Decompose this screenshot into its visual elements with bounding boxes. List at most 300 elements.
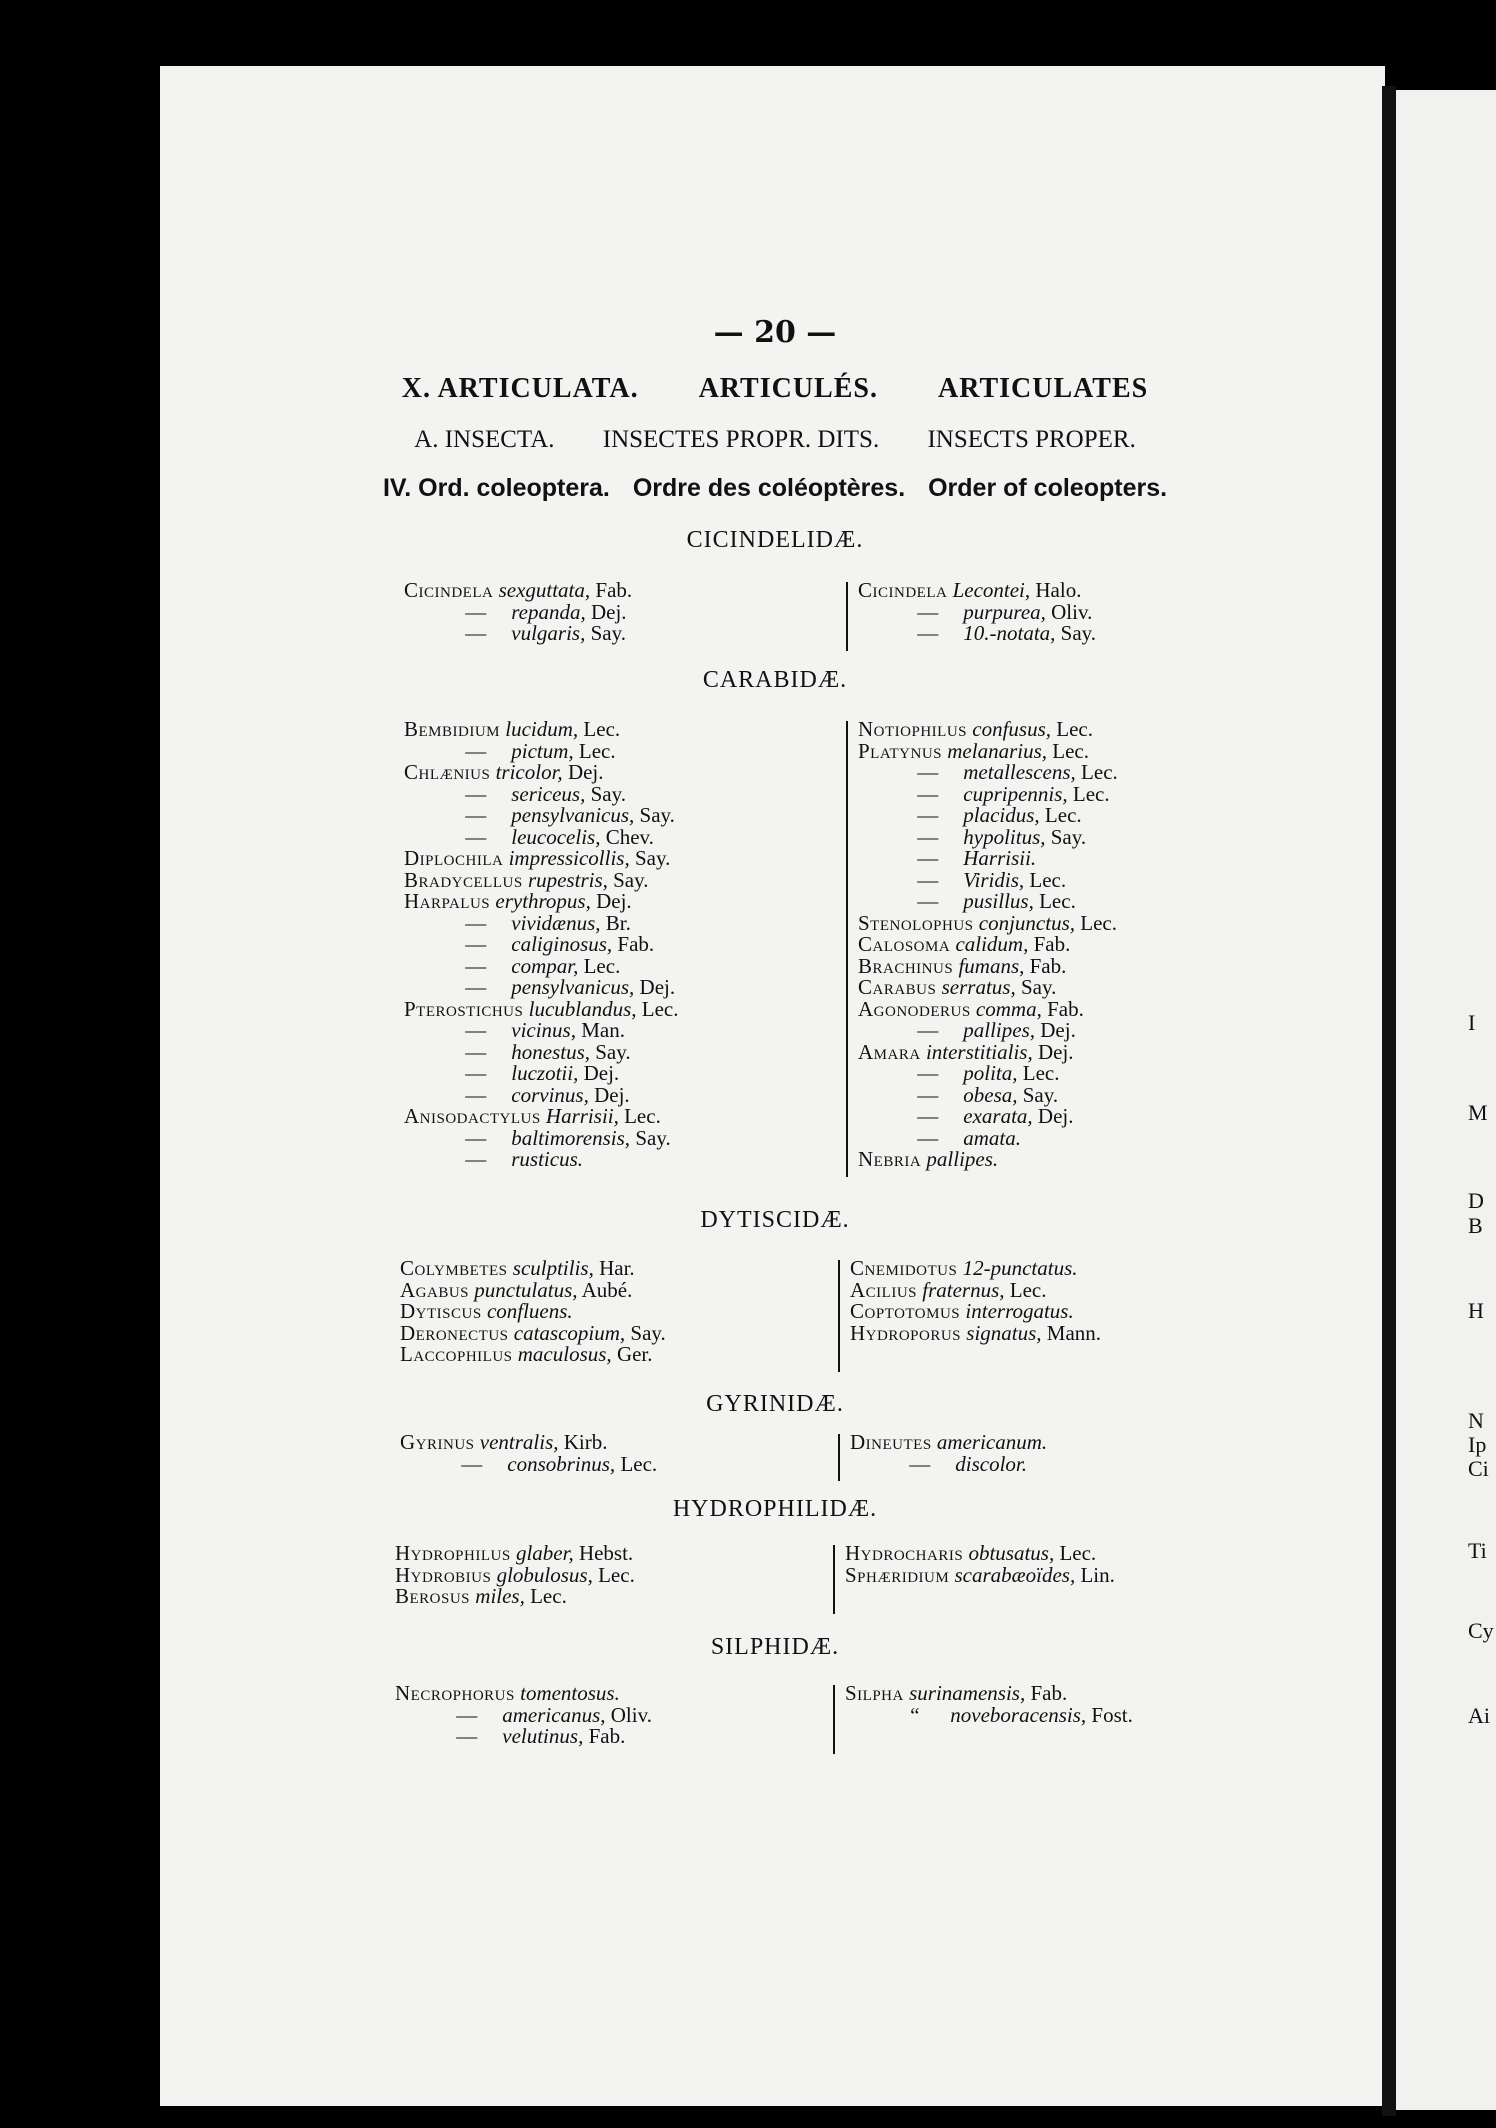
family-heading: DYTISCIDÆ. [700, 1207, 850, 1233]
author-abbrev: Fab. [1041, 996, 1084, 1021]
species-entry [858, 1125, 1118, 1150]
genus-name: Carabus [858, 975, 937, 999]
genus-name: Colymbetes [400, 1256, 508, 1280]
genus-name: — [917, 889, 939, 913]
facing-page-fragment: H [1468, 1298, 1484, 1323]
genus-name: Agonoderus [858, 996, 971, 1021]
species-epithet: tomentosus. [514, 1681, 620, 1705]
genus-name: — [465, 824, 487, 849]
author-abbrev: Har. [593, 1256, 635, 1280]
species-epithet: punctulatus, [469, 1277, 578, 1302]
species-entry [845, 1683, 1133, 1705]
author-abbrev: Dej. [1032, 1104, 1074, 1128]
species-epithet: rupestris, [522, 867, 608, 892]
genus-name: — [465, 803, 487, 827]
order-heading-english: Order of coleopters. [928, 474, 1168, 502]
genus-name: — [465, 1147, 487, 1171]
species-epithet: obesa, [958, 1082, 1018, 1107]
book-page [160, 66, 1385, 2106]
species-entry [404, 580, 632, 602]
species-epithet: lucublandus, [523, 996, 637, 1021]
species-entry [395, 1543, 635, 1565]
column-divider [833, 1545, 835, 1614]
subclass-heading-french: INSECTES PROPR. DITS. [602, 426, 880, 453]
genus-name: — [917, 1104, 939, 1128]
author-abbrev: Lec. [1075, 910, 1117, 935]
genus-name: — [917, 1082, 939, 1107]
author-abbrev: Lin. [1075, 1562, 1115, 1587]
author-abbrev: Say. [585, 621, 626, 645]
species-epithet: ventralis, [474, 1430, 559, 1454]
column-divider [846, 582, 848, 651]
author-abbrev: Say. [1015, 975, 1057, 999]
genus-name: Dytiscus [400, 1299, 482, 1323]
genus-name: — [465, 621, 487, 645]
family-heading: GYRINIDÆ. [706, 1391, 844, 1417]
species-epithet: luczotii, [506, 1061, 579, 1085]
facing-page-fragment: Cy [1468, 1618, 1494, 1643]
author-abbrev: Lec. [578, 717, 621, 741]
species-epithet: baltimorensis, [506, 1125, 631, 1150]
author-abbrev: Dej. [588, 1082, 630, 1107]
order-heading-french: Ordre des coléoptères. [632, 474, 906, 502]
genus-name: Bradycellus [404, 867, 523, 892]
species-epithet: surinamensis, [903, 1681, 1026, 1705]
species-entry [404, 1125, 679, 1150]
genus-name: — [917, 867, 939, 892]
species-epithet: placidus, [958, 803, 1040, 827]
species-entry [404, 762, 679, 784]
family-heading: HYDROPHILIDÆ. [672, 1496, 878, 1522]
species-entry [400, 1301, 666, 1323]
species-column-right [850, 1258, 1101, 1344]
author-abbrev: Lec. [1017, 1061, 1060, 1085]
species-column-left [404, 580, 632, 645]
genus-name: — [465, 738, 487, 763]
author-abbrev: Say. [1045, 824, 1087, 849]
genus-name: Agabus [400, 1277, 470, 1302]
species-entry [400, 1320, 666, 1345]
author-abbrev: Mann. [1041, 1320, 1102, 1345]
species-epithet: corvinus, [506, 1082, 589, 1107]
genus-name: Silpha [845, 1681, 904, 1705]
species-column-right [845, 1683, 1133, 1726]
species-entry [404, 848, 679, 870]
author-abbrev: Lec. [636, 996, 679, 1021]
species-epithet: pictum, [506, 738, 574, 763]
genus-name: Cicindela [404, 578, 494, 602]
species-entry [404, 824, 679, 849]
author-abbrev: Say. [625, 1320, 666, 1345]
class-heading [180, 373, 1370, 405]
genus-name: — [917, 621, 939, 645]
genus-name: Cnemidotus [850, 1256, 958, 1280]
species-entry [858, 1039, 1118, 1064]
author-abbrev: Ger. [611, 1342, 653, 1366]
species-entry [400, 1344, 666, 1366]
species-epithet: impressicollis, [503, 846, 630, 870]
species-epithet: velutinus, [497, 1724, 584, 1748]
species-epithet: confluens. [481, 1299, 573, 1323]
genus-name: Hydroporus [850, 1320, 962, 1345]
species-epithet: serratus, [936, 975, 1016, 999]
species-entry [858, 1063, 1118, 1085]
species-column-left [395, 1683, 652, 1748]
author-abbrev: Man. [575, 1018, 625, 1042]
species-epithet: Lecontei, [947, 578, 1031, 602]
column-divider [838, 1260, 840, 1372]
species-entry [404, 781, 679, 806]
species-entry [858, 580, 1096, 602]
author-abbrev: Say. [634, 803, 675, 827]
genus-name: Berosus [395, 1584, 471, 1608]
order-heading [180, 474, 1370, 503]
species-column-right [858, 719, 1118, 1171]
genus-name: — [917, 824, 939, 849]
column-divider [846, 721, 848, 1177]
author-abbrev: Lec. [578, 953, 621, 978]
genus-name: — [465, 1125, 487, 1150]
column-divider [838, 1434, 840, 1481]
genus-name: Bembidium [404, 717, 501, 741]
species-entry [858, 910, 1118, 935]
species-entry [858, 738, 1118, 763]
species-entry [858, 953, 1118, 978]
species-entry [404, 1020, 679, 1042]
genus-name: — [917, 1018, 939, 1042]
species-epithet: tricolor, [490, 760, 563, 784]
species-entry [845, 1702, 1133, 1727]
author-abbrev: Lec. [573, 738, 616, 763]
species-entry [395, 1586, 635, 1608]
species-entry [404, 623, 632, 645]
species-epithet: fumans, [953, 953, 1025, 978]
genus-name: — [465, 1061, 487, 1085]
genus-name: — [465, 975, 487, 999]
author-abbrev: Say. [1017, 1082, 1059, 1107]
author-abbrev: Oliv. [605, 1702, 652, 1727]
genus-name: Anisodactylus [404, 1104, 541, 1128]
species-entry [858, 1082, 1118, 1107]
species-epithet: Harrisii. [958, 846, 1037, 870]
author-abbrev: Lec. [1004, 1277, 1047, 1302]
class-heading-latin: X. ARTICULATA. [401, 373, 639, 404]
species-entry [858, 1149, 1118, 1171]
subclass-heading-english: INSECTS PROPER. [927, 426, 1136, 453]
species-epithet: sexguttata, [493, 578, 591, 602]
species-epithet: pallipes. [921, 1147, 999, 1171]
author-abbrev: Dej. [1035, 1018, 1076, 1042]
species-epithet: vividænus, [506, 910, 601, 935]
genus-name: — [465, 932, 487, 956]
genus-name: — [917, 1061, 939, 1085]
facing-page-fragment: N [1468, 1408, 1484, 1433]
genus-name: — [917, 599, 939, 624]
author-abbrev: Lec. [592, 1562, 635, 1587]
species-entry [858, 1020, 1118, 1042]
species-entry [858, 996, 1118, 1021]
species-entry [850, 1432, 1047, 1454]
genus-name: Notiophilus [858, 717, 967, 741]
species-epithet: erythropus, [490, 889, 591, 913]
species-epithet: leucocelis, [506, 824, 601, 849]
class-heading-french: ARTICULÉS. [698, 373, 878, 404]
genus-name: — [465, 1018, 487, 1042]
genus-name: — [465, 1082, 487, 1107]
species-epithet: glaber, [510, 1541, 574, 1565]
species-entry [404, 1063, 679, 1085]
author-abbrev: Fab. [612, 932, 655, 956]
author-abbrev: Say. [1055, 621, 1097, 645]
genus-name: — [465, 599, 487, 624]
species-epithet: maculosus, [512, 1342, 612, 1366]
species-entry [404, 599, 632, 624]
species-epithet: Viridis, [958, 867, 1025, 892]
species-entry [400, 1451, 658, 1476]
species-epithet: sericeus, [506, 781, 586, 806]
genus-name: Hydrocharis [845, 1541, 964, 1565]
species-entry [850, 1301, 1101, 1323]
species-epithet: amata. [958, 1125, 1021, 1150]
genus-name: Gyrinus [400, 1430, 475, 1454]
author-abbrev: Lec. [615, 1451, 658, 1476]
genus-name: — [917, 781, 939, 806]
author-abbrev: Hebst. [573, 1541, 634, 1565]
genus-name: Hydrobius [395, 1562, 492, 1587]
book-gutter [1382, 86, 1396, 2116]
species-epithet: purpurea, [958, 599, 1046, 624]
species-entry [404, 996, 679, 1021]
species-epithet: pensylvanicus, [506, 975, 635, 999]
facing-page-fragment: M [1468, 1100, 1488, 1125]
author-abbrev: Dej. [634, 975, 676, 999]
species-epithet: consobrinus, [502, 1451, 616, 1476]
species-entry [858, 719, 1118, 741]
facing-page-fragment: Ip [1468, 1432, 1487, 1457]
author-abbrev: Fab. [590, 578, 633, 602]
family-heading: CARABIDÆ. [702, 667, 848, 693]
genus-name: — [917, 846, 939, 870]
species-entry [858, 891, 1118, 913]
species-epithet: sculptilis, [507, 1256, 594, 1280]
species-epithet: cupripennis, [958, 781, 1068, 806]
family-heading: SILPHIDÆ. [710, 1634, 840, 1660]
species-entry [850, 1258, 1101, 1280]
genus-name: Acilius [850, 1277, 917, 1302]
author-abbrev: Chev. [600, 824, 654, 849]
genus-name: — [909, 1451, 931, 1476]
species-entry [404, 867, 679, 892]
species-epithet: honestus, [506, 1039, 590, 1064]
author-abbrev: Halo. [1030, 578, 1082, 602]
species-epithet: globulosus, [491, 1562, 593, 1587]
species-entry [404, 1106, 679, 1128]
genus-name: Pterostichus [404, 996, 524, 1021]
species-column-left [400, 1432, 657, 1475]
author-abbrev: Lec. [1075, 760, 1118, 784]
species-epithet: lucidum, [500, 717, 579, 741]
species-epithet: discolor. [950, 1451, 1028, 1476]
species-epithet: pensylvanicus, [506, 803, 635, 827]
author-abbrev: Dej. [1032, 1039, 1074, 1064]
species-epithet: vulgaris, [506, 621, 586, 645]
species-epithet: vicinus, [506, 1018, 576, 1042]
author-abbrev: Lec. [1054, 1541, 1097, 1565]
family-heading: CICINDELIDÆ. [686, 527, 864, 553]
species-column-left [400, 1258, 666, 1366]
genus-name: Calosoma [858, 932, 951, 956]
author-abbrev: Say. [607, 867, 649, 892]
species-entry [404, 953, 679, 978]
author-abbrev: Fab. [1024, 953, 1067, 978]
genus-name: Chlænius [404, 760, 491, 784]
genus-name: — [465, 1039, 487, 1064]
species-entry [395, 1726, 652, 1748]
genus-name: Hydrophilus [395, 1541, 511, 1565]
species-entry [858, 781, 1118, 806]
author-abbrev: Lec. [1051, 717, 1093, 741]
species-entry [858, 977, 1118, 999]
subclass-heading-latin: A. INSECTA. [414, 426, 555, 453]
species-epithet: conjunctus, [973, 910, 1075, 935]
genus-name: Dineutes [850, 1430, 932, 1454]
species-epithet: Harrisii, [540, 1104, 619, 1128]
species-epithet: calidum, [950, 932, 1029, 956]
page-number: — 20 — [713, 315, 837, 350]
genus-name: Harpalus [404, 889, 491, 913]
author-abbrev: Dej. [585, 599, 627, 624]
species-epithet: americanum. [931, 1430, 1048, 1454]
species-epithet: 10.-notata, [958, 621, 1056, 645]
species-entry [404, 891, 679, 913]
author-abbrev: Lec. [1047, 738, 1089, 763]
author-abbrev: Lec. [524, 1584, 567, 1608]
genus-name: — [465, 781, 487, 806]
species-column-right [858, 580, 1096, 645]
species-entry [400, 1258, 666, 1280]
genus-name: Diplochila [404, 846, 504, 870]
column-divider [833, 1685, 835, 1754]
author-abbrev: Lec. [1024, 867, 1067, 892]
genus-name: — [917, 760, 939, 784]
genus-name: — [456, 1702, 478, 1727]
facing-page-fragment: Ci [1468, 1456, 1489, 1481]
species-epithet: repanda, [506, 599, 586, 624]
genus-name: — [917, 803, 939, 827]
facing-page-fragment: D [1468, 1188, 1484, 1213]
author-abbrev: Aubé. [577, 1277, 633, 1302]
species-entry [845, 1562, 1115, 1587]
class-heading-english: ARTICULATES [937, 373, 1149, 404]
genus-name: Brachinus [858, 953, 954, 978]
author-abbrev: Br. [600, 910, 631, 935]
author-abbrev: Dej. [562, 760, 604, 784]
author-abbrev: Lec. [618, 1104, 661, 1128]
species-epithet: signatus, [961, 1320, 1042, 1345]
genus-name: — [465, 910, 487, 935]
species-entry [404, 719, 679, 741]
species-epithet: pallipes, [958, 1018, 1035, 1042]
species-column-right [845, 1543, 1115, 1586]
species-entry [858, 599, 1096, 624]
species-entry [395, 1562, 635, 1587]
species-entry [858, 824, 1118, 849]
facing-page-fragment: I [1468, 1010, 1476, 1035]
facing-page-fragment: Ai [1468, 1703, 1490, 1728]
subclass-heading [180, 426, 1370, 454]
species-entry [404, 738, 679, 763]
species-entry [395, 1702, 652, 1727]
species-epithet: fraternus, [917, 1277, 1005, 1302]
species-entry [850, 1320, 1102, 1345]
species-entry [858, 1106, 1118, 1128]
species-epithet: exarata, [958, 1104, 1033, 1128]
author-abbrev: Say. [590, 1039, 631, 1064]
facing-page-fragment: B [1468, 1213, 1483, 1238]
genus-name: Cicindela [858, 578, 948, 602]
genus-name: Deronectus [400, 1320, 509, 1345]
author-abbrev: Fab. [1028, 932, 1071, 956]
species-entry [404, 977, 679, 999]
species-epithet: americanus, [497, 1702, 606, 1727]
species-epithet: interstitialis, [920, 1039, 1033, 1064]
genus-name: Platynus [858, 738, 943, 763]
species-epithet: compar, [506, 953, 579, 978]
species-epithet: 12-punctatus. [957, 1256, 1078, 1280]
species-column-left [404, 719, 679, 1171]
author-abbrev: Fost. [1086, 1702, 1133, 1727]
genus-name: — [461, 1451, 483, 1476]
author-abbrev: Fab. [1025, 1681, 1068, 1705]
genus-name: Necrophorus [395, 1681, 515, 1705]
author-abbrev: Kirb. [558, 1430, 608, 1454]
species-entry [404, 1082, 679, 1107]
order-heading-latin: IV. Ord. coleoptera. [382, 474, 610, 502]
species-epithet: melanarius, [942, 738, 1048, 763]
species-epithet: catascopium, [508, 1320, 626, 1345]
species-entry [845, 1543, 1115, 1565]
genus-name: Coptotomus [850, 1299, 961, 1323]
species-epithet: confusus, [967, 717, 1051, 741]
species-epithet: rusticus. [506, 1147, 584, 1171]
species-epithet: noveboracensis, [945, 1702, 1087, 1727]
species-entry [404, 1039, 679, 1064]
author-abbrev: Dej. [590, 889, 632, 913]
species-entry [858, 805, 1118, 827]
species-entry [850, 1277, 1101, 1302]
author-abbrev: Say. [630, 1125, 671, 1150]
author-abbrev: Say. [629, 846, 671, 870]
species-epithet: scarabæoïdes, [949, 1562, 1076, 1587]
species-entry [404, 934, 679, 956]
species-epithet: interrogatus. [960, 1299, 1074, 1323]
author-abbrev: Say. [585, 781, 626, 806]
species-entry [858, 762, 1118, 784]
facing-page-fragment: Ti [1468, 1538, 1487, 1563]
author-abbrev: Lec. [1033, 889, 1076, 913]
genus-name: — [917, 1125, 939, 1150]
species-epithet: obtusatus, [963, 1541, 1055, 1565]
genus-name: — [456, 1724, 478, 1748]
species-epithet: metallescens, [958, 760, 1076, 784]
genus-name: Laccophilus [400, 1342, 513, 1366]
species-entry [395, 1683, 652, 1705]
genus-name: — [465, 953, 487, 978]
species-epithet: pusillus, [958, 889, 1034, 913]
genus-name: Amara [858, 1039, 921, 1064]
species-epithet: caliginosus, [506, 932, 613, 956]
genus-name: Sphæridium [845, 1562, 950, 1587]
